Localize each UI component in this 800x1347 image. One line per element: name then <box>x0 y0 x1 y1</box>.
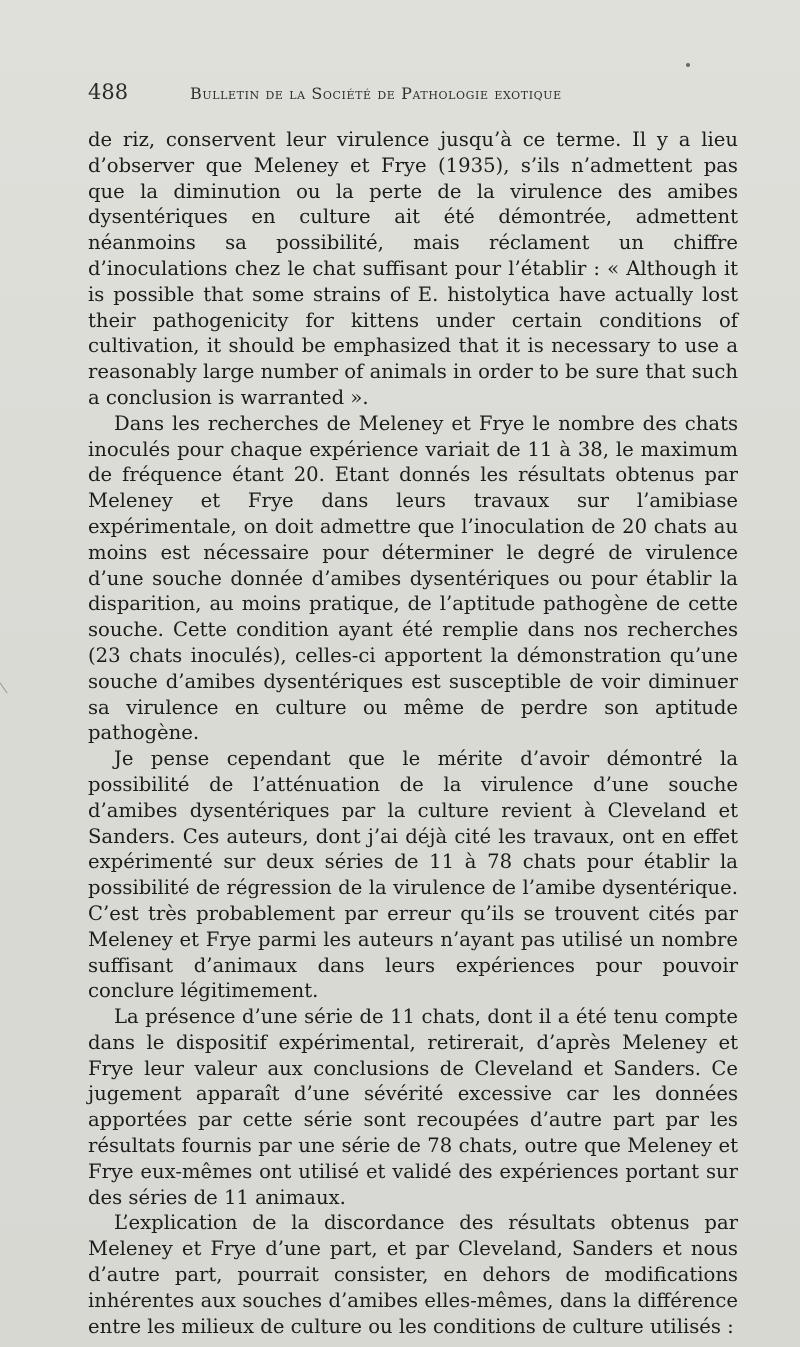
paragraph-3: Je pense cependant que le mérite d’avoir démontré la possibilité de l’atténuation de la virulence d’une souche d’amibes dysentériques par la culture revient à Cleveland et Sanders. Ces auteurs, dont j’ai déjà cité les travaux, ont en effet expérimenté sur deux séries de 11 à 78 chats pour établir la possibilité de régression de la virulence de l’amibe dysentérique. C’est très probablement par erreur qu’ils se trouvent cités par Meleney et Frye parmi les auteurs n’ayant pas utilisé un nombre suffisant d’animaux dans leurs expériences pour pouvoir conclure légitimement. <box>88 747 738 1003</box>
paragraph-1: de riz, conservent leur virulence jusqu’à ce terme. Il y a lieu d’observer que Meleney et Frye (1935), s’ils n’admettent pas que la diminution ou la perte de la virulence des amibes dysentériques en culture ait été démontrée, admettent néanmoins sa possibilité, mais réclament un chiffre d’inoculations chez le chat suffisant pour l’établir : « Although it is possible that some strains of E. histolytica have actually lost their pathogenicity for kittens under certain conditions of cultivation, it should be emphasized that it is necessary to use a reasonably large number of animals in order to be sure that such a conclusion is warranted ». <box>88 128 738 409</box>
paragraph-2: Dans les recherches de Meleney et Frye le nombre des chats inoculés pour chaque expérience variait de 11 à 38, le maximum de fréquence étant 20. Etant donnés les résultats obtenus par Meleney et Frye dans leurs travaux sur l’amibiase expérimentale, on doit admettre que l’inoculation de 20 chats au moins est nécessaire pour déterminer le degré de virulence d’une souche donnée d’amibes dysentériques ou pour établir la disparition, au moins pratique, de l’aptitude pathogène de cette souche. Cette condition ayant été remplie dans nos recherches (23 chats inoculés), celles-ci apportent la démonstration qu’une souche d’amibes dysentériques est susceptible de voir diminuer sa virulence en culture ou même de perdre son aptitude pathogène. <box>88 411 738 745</box>
running-head: Bulletin de la Société de Pathologie exotique <box>190 84 562 103</box>
paragraph-5: L’explication de la discordance des résultats obtenus par Meleney et Frye d’une part, et par Cleveland, Sanders et nous d’autre part, pourrait consister, en dehors de modifications inhérentes aux souches d’amibes elles-mêmes, dans la différence entre les milieux de culture ou les conditions de culture utilisés : <box>88 1211 738 1338</box>
article-body <box>88 127 738 1339</box>
margin-scratch-mark <box>0 671 16 694</box>
paper-speck <box>686 63 690 67</box>
paragraph-4: La présence d’une série de 11 chats, dont il a été tenu compte dans le dispositif expérimental, retirerait, d’après Meleney et Frye leur valeur aux conclusions de Cleveland et Sanders. Ce jugement apparaît d’une sévérité excessive car les données apportées par cette série sont recoupées d’autre part par les résultats fournis par une série de 78 chats, outre que Meleney et Frye eux-mêmes ont utilisé et validé des expériences portant sur des séries de 11 animaux. <box>88 1005 738 1209</box>
page-header <box>88 80 738 110</box>
page-number: 488 <box>88 80 129 104</box>
